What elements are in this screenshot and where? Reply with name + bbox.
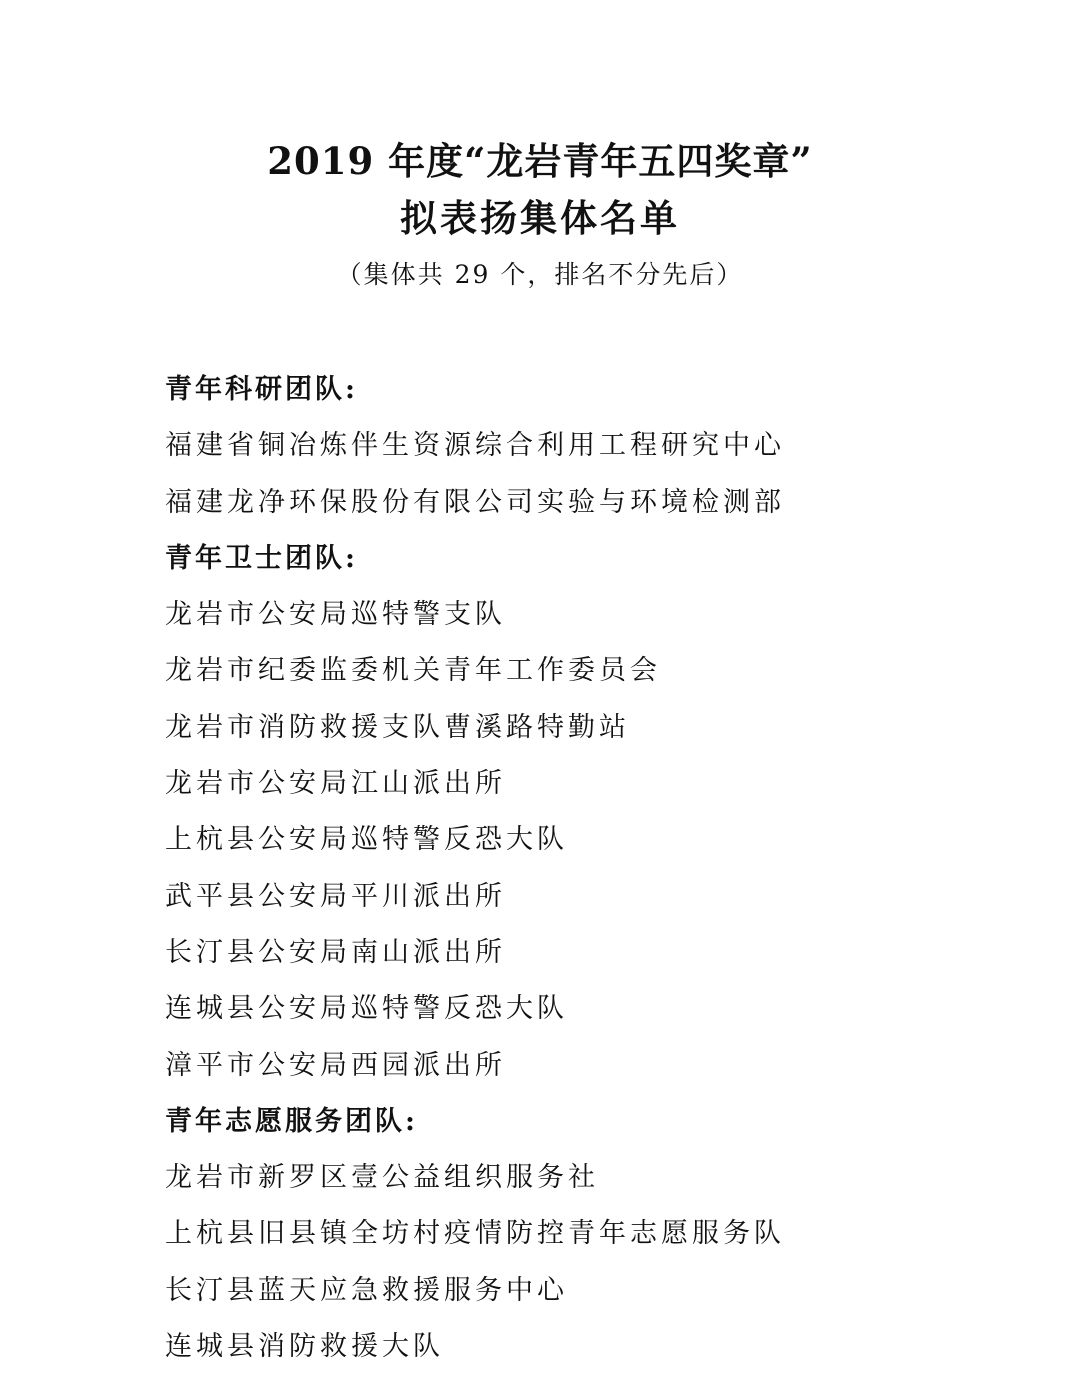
list-item: 长汀县蓝天应急救援服务中心: [165, 1274, 568, 1306]
award-list: [165, 370, 1025, 1383]
list-item: 漳平市公安局西园派出所: [165, 1049, 506, 1081]
list-item: 福建龙净环保股份有限公司实验与环境检测部: [165, 486, 785, 518]
document-subtitle: （集体共 29 个，排名不分先后）: [336, 260, 744, 289]
section-heading-guard: 青年卫士团队:: [165, 542, 358, 574]
list-item: 龙岩市新罗区壹公益组织服务社: [165, 1162, 599, 1194]
list-item: 龙岩市纪委监委机关青年工作委员会: [165, 655, 661, 687]
list-item: 武平县公安局平川派出所: [165, 880, 506, 912]
list-item: 长汀县公安局南山派出所: [165, 936, 506, 968]
list-item: 连城县公安局巡特警反恐大队: [165, 993, 568, 1025]
section-heading-research: 青年科研团队:: [165, 374, 358, 405]
list-item: 龙岩市消防救援支队曹溪路特勤站: [165, 711, 630, 743]
document-title-line-1: 2019 年度“龙岩青年五四奖章”: [267, 139, 813, 183]
list-item: 龙岩市公安局巡特警支队: [165, 599, 506, 631]
list-item: 连城县消防救援大队: [165, 1331, 444, 1363]
section-heading-volunteer: 青年志愿服务团队:: [165, 1105, 418, 1137]
list-item: 上杭县旧县镇全坊村疫情防控青年志愿服务队: [165, 1218, 785, 1250]
document-title-line-2: 拟表扬集体名单: [400, 196, 680, 240]
list-item: 龙岩市公安局江山派出所: [165, 768, 506, 800]
list-item: 上杭县公安局巡特警反恐大队: [165, 824, 568, 856]
list-item: 福建省铜冶炼伴生资源综合利用工程研究中心: [165, 430, 785, 462]
